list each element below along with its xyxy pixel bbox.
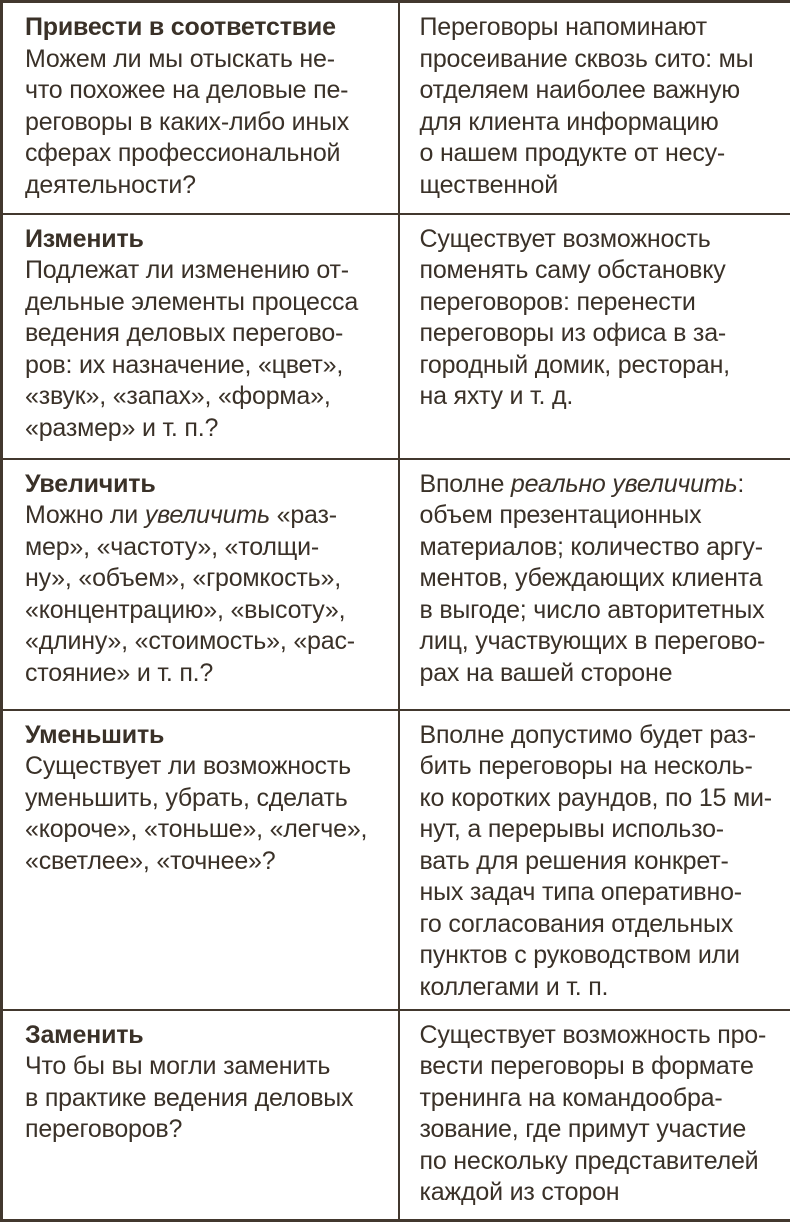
method-question: Можем ли мы отыскать не- что похожее на деловые пе- реговоры в каких-либо иных сферах профессиональной деятельности? xyxy=(25,44,392,202)
method-question: Подлежат ли изменению от- дельные элементы процесса ведения деловых перегово- ров: их назначение, «цвет», «звук», «запах», «форма», «размер» и т. п.? xyxy=(25,255,392,444)
example-text: Существует возможность про- вести переговоры в формате тренинга на командообра- зование, где примут участие по нескольку представителей каждой из сторон xyxy=(420,1020,785,1209)
method-cell xyxy=(2,459,399,710)
table-row xyxy=(2,2,790,214)
method-question: Существует ли возможность уменьшить, убрать, сделать «короче», «тоньше», «легче», «светлее», «точнее»? xyxy=(25,751,392,877)
table-row xyxy=(2,214,790,459)
example-text: Существует возможность поменять саму обстановку переговоров: перенести переговоры из офиса в за- городный домик, ресторан, на яхту и т. д. xyxy=(420,224,785,413)
table-row xyxy=(2,459,790,710)
method-heading: Изменить xyxy=(25,224,392,256)
method-heading: Привести в соответствие xyxy=(25,12,392,44)
method-cell xyxy=(2,2,399,214)
method-question: Можно ли увеличить «раз- мер», «частоту», «толщи- ну», «объем», «громкость», «концентрацию», «высоту», «длину», «стоимость», «рас- стояние» и т. п.? xyxy=(25,500,392,689)
method-cell xyxy=(2,1010,399,1221)
table-row xyxy=(2,1010,790,1221)
method-question: Что бы вы могли заменить в практике ведения деловых переговоров? xyxy=(25,1051,392,1146)
example-cell xyxy=(399,1010,790,1221)
method-cell xyxy=(2,710,399,1010)
example-cell xyxy=(399,459,790,710)
method-heading: Заменить xyxy=(25,1020,392,1052)
example-cell xyxy=(399,2,790,214)
table-row xyxy=(2,710,790,1010)
method-heading: Уменьшить xyxy=(25,720,392,752)
example-cell xyxy=(399,214,790,459)
example-cell xyxy=(399,710,790,1010)
method-heading: Увеличить xyxy=(25,469,392,501)
example-text: Вполне реально увеличить: объем презентационных материалов; количество аргу- ментов, убеждающих клиента в выгоде; число авторитетных лиц, участвующих в перегово- рах на вашей стороне xyxy=(420,469,785,690)
example-text: Переговоры напоминают просеивание сквозь сито: мы отделяем наиболее важную для клиента информацию о нашем продукте от несу- щественной xyxy=(420,12,785,201)
method-cell xyxy=(2,214,399,459)
example-text: Вполне допустимо будет раз- бить переговоры на несколь- ко коротких раундов, по 15 ми- нут, а перерывы использо- вать для решения конкрет- ных задач типа оперативно- го согласования отдельных пунктов с руководством или коллегами и т. п. xyxy=(420,720,785,1004)
